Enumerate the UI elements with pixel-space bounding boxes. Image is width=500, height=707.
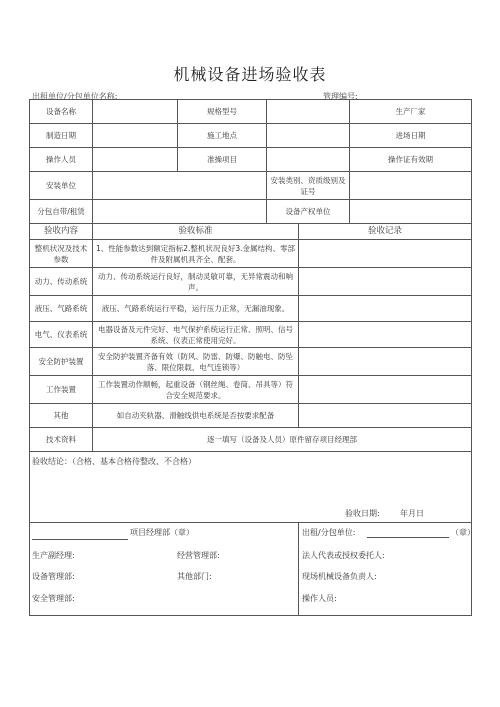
info-row-2 — [30, 124, 472, 148]
row-content: 液压、气路系统 — [30, 296, 93, 322]
table-row — [30, 268, 472, 296]
row-standard: 电器设备及元件完好、电气保护系统运行正常、照明、信号系统、仪表正常使用完好。 — [93, 322, 299, 348]
site-value[interactable] — [267, 124, 350, 148]
project-dept-title: 项目经理部（章） — [130, 528, 194, 537]
row-content: 技术资料 — [30, 428, 93, 452]
row-standard: 如自动夹轨器、滑触线供电系统是否按要求配备 — [93, 404, 299, 428]
business-dept-label[interactable]: 经营管理部: — [177, 551, 220, 560]
info-row-1 — [30, 100, 472, 124]
table-row — [30, 376, 472, 404]
dept-name-underline — [32, 539, 128, 540]
info-row-4 — [30, 172, 472, 200]
row-content: 电气、仪表系统 — [30, 322, 93, 348]
install-unit-value[interactable] — [93, 172, 267, 200]
manufacture-date-label: 制造日期 — [30, 124, 93, 148]
safety-dept-label[interactable]: 安全管理部: — [32, 594, 75, 603]
header-record: 验收记录 — [299, 224, 472, 240]
row-content: 工作装置 — [30, 376, 93, 404]
site-equipment-lead-label[interactable]: 现场机械设备负责人: — [302, 572, 377, 581]
conclusion-cell[interactable] — [30, 452, 472, 523]
table-row — [30, 322, 472, 348]
row-content: 整机状况及技术参数 — [30, 240, 93, 268]
permit-items-label: 准操项目 — [178, 148, 267, 172]
equipment-name-label: 设备名称 — [30, 100, 93, 124]
row-standard: 逐一填写（设备及人员）原件留存项目经理部 — [93, 428, 472, 452]
manufacturer-label: 生产厂家 — [350, 100, 472, 124]
signature-row — [30, 523, 472, 616]
renter-unit-label: 出租/分包单位: — [302, 528, 356, 537]
row-record[interactable] — [299, 296, 472, 322]
equipment-name-value[interactable] — [93, 100, 178, 124]
table-row — [30, 348, 472, 376]
row-record[interactable] — [299, 322, 472, 348]
conclusion-row — [30, 452, 472, 523]
header-standard: 验收标准 — [93, 224, 299, 240]
model-label: 规格型号 — [178, 100, 267, 124]
row-content: 安全防护装置 — [30, 348, 93, 376]
row-record[interactable] — [299, 240, 472, 268]
row-record[interactable] — [299, 348, 472, 376]
project-dept-signatures — [30, 523, 299, 616]
acceptance-date-label: 验收日期: — [345, 509, 380, 518]
info-row-5 — [30, 200, 472, 224]
manufacture-date-value[interactable] — [93, 124, 178, 148]
model-value[interactable] — [267, 100, 350, 124]
permit-items-value[interactable] — [267, 148, 350, 172]
row-standard: 动力、传动系统运行良好，制动灵敏可靠，无异常震动和响声。 — [93, 268, 299, 296]
legal-rep-label[interactable]: 法人代表或授权委托人: — [302, 551, 385, 560]
cert-validity-label: 操作证有效期 — [350, 148, 472, 172]
table-row — [30, 428, 472, 452]
site-label: 施工地点 — [178, 124, 267, 148]
renter-signatures — [299, 523, 475, 616]
ownership-value[interactable] — [93, 200, 267, 224]
install-unit-label: 安装单位 — [30, 172, 93, 200]
deputy-manager-label[interactable]: 生产副经理: — [32, 551, 75, 560]
row-standard: 液压、气路系统运行平稳，运行压力正常，无漏油现象。 — [93, 296, 299, 322]
row-content: 其他 — [30, 404, 93, 428]
acceptance-form-table — [29, 99, 475, 616]
row-record[interactable] — [299, 376, 472, 404]
row-standard: 工作装置动作顺畅，起重设备（钢丝绳、卷筒、吊具等）符合安全规范要求。 — [93, 376, 299, 404]
row-standard: 1、性能参数达到额定指标2.整机状况良好3.金属结构、零部件及附属机具齐全、配套。 — [93, 240, 299, 268]
table-row — [30, 240, 472, 268]
operator-label: 操作人员 — [30, 148, 93, 172]
row-record[interactable] — [299, 268, 472, 296]
row-content: 动力、传动系统 — [30, 268, 93, 296]
row-standard: 安全防护装置齐备有效（防风、防雷、防爆、防触电、防坠落、限位限载、电气连锁等） — [93, 348, 299, 376]
table-row — [30, 404, 472, 428]
info-row-3 — [30, 148, 472, 172]
column-header-row — [30, 224, 472, 240]
table-row — [30, 296, 472, 322]
acceptance-date-value: 年月日 — [400, 509, 424, 518]
install-category-label: 安装类别、资质级别及证号 — [267, 172, 350, 200]
renter-name-label: 出租单位/分包单位名称: — [32, 92, 118, 101]
property-unit-label: 设备产权单位 — [267, 200, 350, 224]
property-unit-value[interactable] — [350, 200, 472, 224]
equipment-dept-label[interactable]: 设备管理部: — [32, 572, 75, 581]
page-title: 机械设备进场验收表 — [173, 65, 327, 84]
operator-value[interactable] — [93, 148, 178, 172]
entry-date-label: 进场日期 — [350, 124, 472, 148]
renter-operator-label[interactable]: 操作人员: — [302, 594, 337, 603]
other-dept-label[interactable]: 其他部门: — [177, 572, 212, 581]
renter-seal: （章） — [451, 528, 475, 537]
install-category-value[interactable] — [350, 172, 472, 200]
ownership-label: 分包自带/租赁 — [30, 200, 93, 224]
management-number-label: 管理编号: — [323, 92, 358, 101]
row-record[interactable] — [299, 404, 472, 428]
conclusion-label: 验收结论：（合格、基本合格待整改、不合格） — [32, 457, 196, 466]
renter-name-underline[interactable] — [367, 528, 449, 538]
header-content: 验收内容 — [30, 224, 93, 240]
